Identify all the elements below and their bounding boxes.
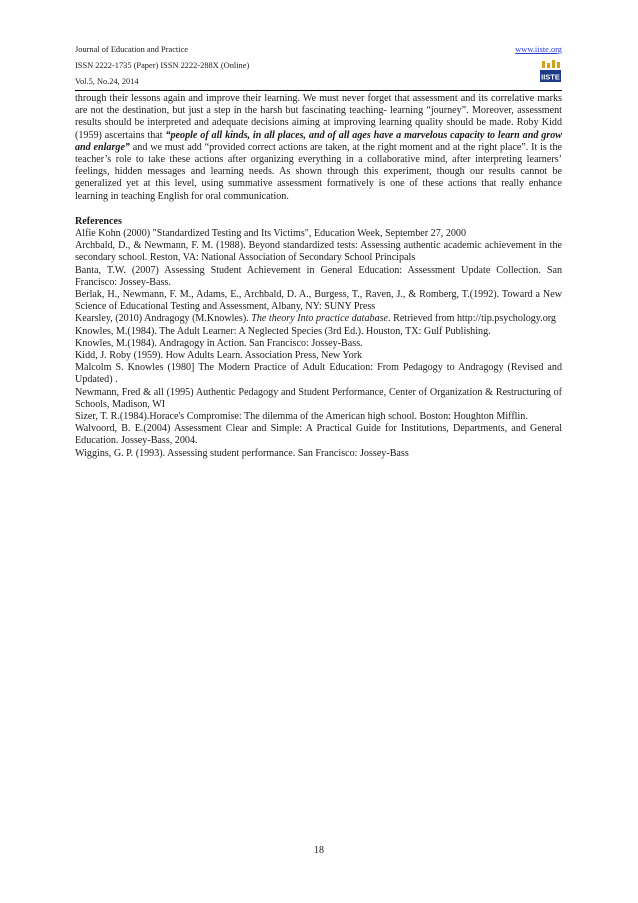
- reference-item: Kidd, J. Roby (1959). How Adults Learn. Association Press, New York: [75, 350, 363, 362]
- page-header: [75, 42, 562, 94]
- reference-item: Walvoord, B. E.(2004) Assessment Clear and Simple: A Practical Guide for Institutions, Departments, and General Education. Jossey-Bass, 2004.: [75, 423, 562, 447]
- reference-item: Banta, T.W. (2007) Assessing Student Achievement in General Education: Assessment Update Collection. San Francisco: Jossey-Bass.: [75, 264, 562, 288]
- reference-item: [75, 313, 562, 325]
- reference-item: Malcolm S. Knowles (1980] The Modern Practice of Adult Education: From Pedagogy to Andragogy (Revised and Updated) .: [75, 362, 562, 386]
- closing-paragraph: [75, 93, 562, 203]
- paragraph-text-start: through their lessons again and improve their learning. We must never forget that assessment and its correlative marks are not the destination, but just a step in the harsh but fascinating teaching- learning “journey”. Moreover, assessment results should be interpreted and adequate decisions aiming at improving learning quality should be made. Roby Kidd (1959) ascertains that: [75, 93, 562, 141]
- page-body: [75, 93, 562, 460]
- journal-url-link[interactable]: www.iiste.org: [515, 45, 562, 54]
- reference-item: Alfie Kohn (2000) "Standardized Testing and Its Victims", Education Week, September 27, 2000: [75, 228, 467, 240]
- references-heading: References: [75, 215, 122, 227]
- reference-item: Knowles, M.(1984). Andragogy in Action. San Francisco: Jossey-Bass.: [75, 337, 363, 349]
- reference-text: Kearsley, (2010) Andragogy (M.Knowles).: [75, 313, 252, 325]
- journal-title: Journal of Education and Practice: [75, 45, 189, 54]
- reference-item: Berlak, H., Newmann, F. M., Adams, E., Archbald, D. A., Burgess, T., Raven, J., & Romberg, T.(1992). Toward a New Science of Educational Testing and Assessment, Albany, NY: SUNY Press: [75, 289, 562, 313]
- paragraph-text-end: and we must add “provided correct actions are taken, at the right moment and at the right place”. It is the teacher’s role to take these actions after organizing everything in a collaborative mind, after interpreting learners’ feelings, hidden messages and learning needs. As shown through this experiment, though our results cannot be generalized yet at this level, using summative assessment formatively is one of these actions that really enhance learning in teaching English for oral communication.: [75, 141, 562, 202]
- reference-item: Sizer, T. R.(1984).Horace's Compromise: The dilemma of the American high school. Boston: Houghton Mifflin.: [75, 411, 528, 423]
- logo-text: IISTE: [541, 72, 560, 82]
- reference-text: . Retrieved from http://tip.psychology.org: [388, 313, 556, 325]
- reference-item: Archbald, D., & Newmann, F. M. (1988). Beyond standardized tests: Assessing authentic academic achievement in the secondary school. Reston, VA: National Association of Secondary School Principals: [75, 240, 562, 264]
- header-divider: [75, 90, 562, 91]
- volume-line: Vol.5, No.24, 2014: [75, 77, 139, 86]
- iiste-logo: [540, 60, 561, 84]
- page-number: 18: [314, 845, 324, 856]
- issn-line: ISSN 2222-1735 (Paper) ISSN 2222-288X (Online): [75, 61, 250, 70]
- reference-item: Knowles, M.(1984). The Adult Learner: A Neglected Species (3rd Ed.). Houston, TX: Gulf Publishing.: [75, 325, 491, 337]
- reference-item: Newmann, Fred & all (1995) Authentic Pedagogy and Student Performance, Center of Organization & Restructuring of Schools, Madison, WI: [75, 386, 562, 410]
- reference-italic-title: The theory Into practice database: [251, 313, 389, 325]
- reference-item: Wiggins, G. P. (1993). Assessing student performance. San Francisco: Jossey-Bass: [75, 447, 409, 459]
- kidd-quote: “people of all kinds, in all places, and of all ages have a marvelous capacity to learn and grow and enlarge”: [75, 129, 562, 153]
